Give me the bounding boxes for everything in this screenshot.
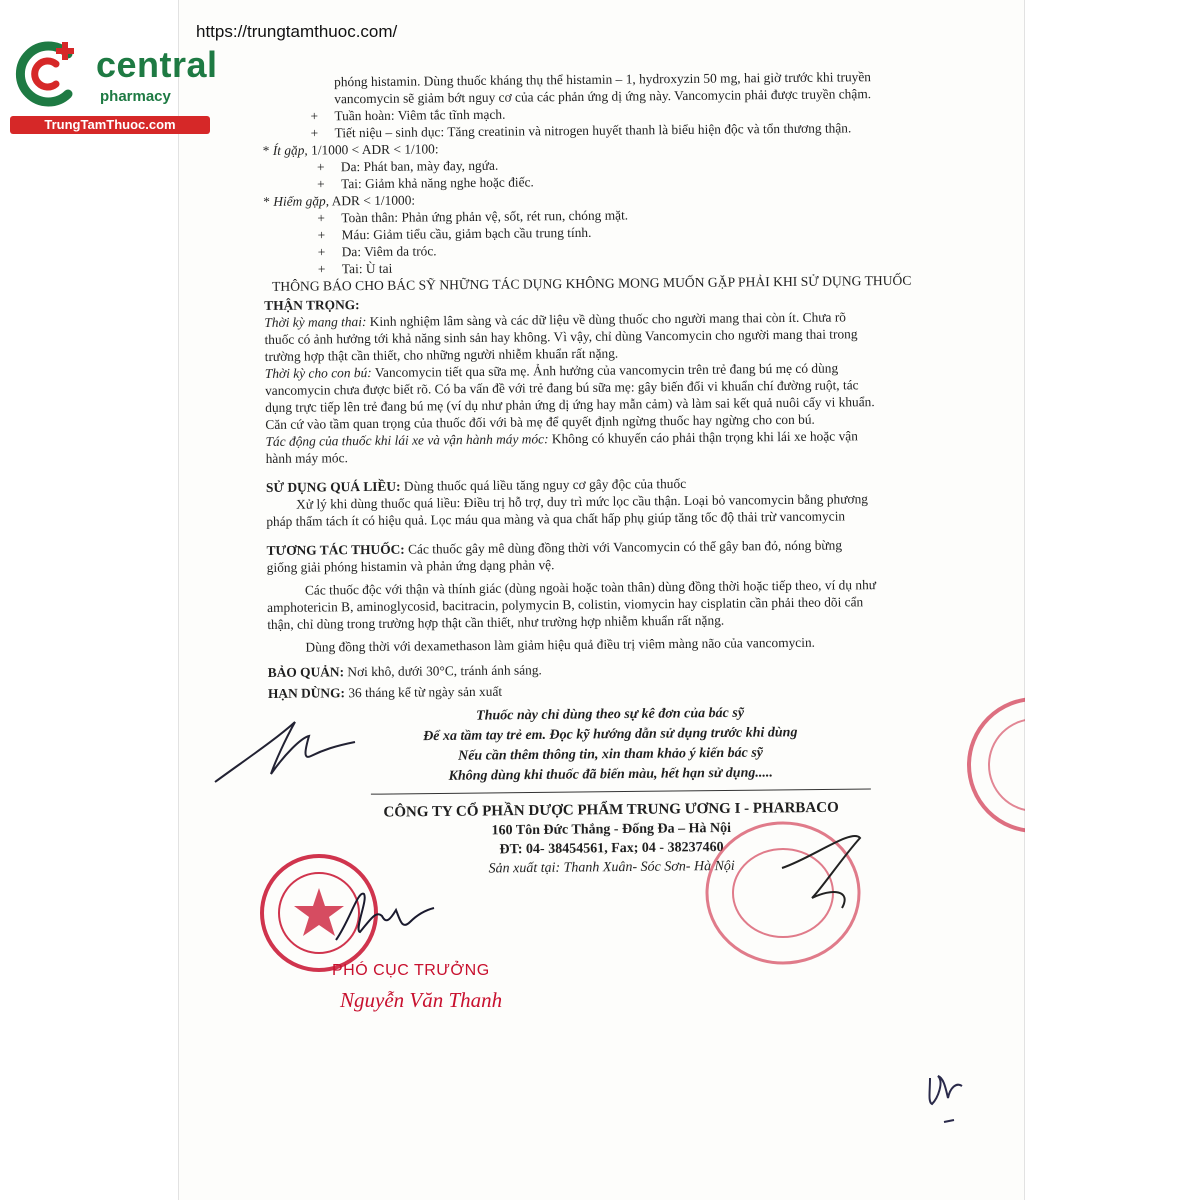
- brand-logo: [10, 36, 218, 136]
- text-line: pháp thẩm tách ít có hiệu quả. Lọc máu qua màng và qua chất hấp phụ giúp tăng tốc độ thải trừ vancomycin: [266, 508, 846, 529]
- warning-line: Không dùng khi thuốc đã biến màu, hết hạn sử dụng.....: [448, 765, 773, 784]
- text-line: vancomycin chưa được biết rõ. Có ba vấn đề với trẻ đang bú sữa mẹ: gây biến đổi vi khuẩn chí đường ruột, tác: [264, 377, 859, 398]
- text-line: Xử lý khi dùng thuốc quá liều: Điều trị hỗ trợ, duy trì mức lọc cầu thận. Loại bỏ vancomycin bằng phương: [296, 491, 869, 512]
- overdose-paragraph: SỬ DỤNG QUÁ LIỀU: Dùng thuốc quá liều tăng nguy cơ gây độc của thuốc: [265, 475, 687, 495]
- list-item: + Da: Phát ban, mày đay, ngứa.: [316, 157, 499, 175]
- company-phone: ĐT: 04- 38454561, Fax; 04 - 38237460: [499, 839, 724, 858]
- brand-name: central: [96, 44, 218, 85]
- text-line: dụng trực tiếp lên trẻ đang bú mẹ (ví dụ như phản ứng dị ứng hay mẫn cảm) và làm sai kết quả nuôi cấy vi khuẩn.: [265, 394, 875, 415]
- edge-stamp-icon: [965, 690, 1025, 840]
- text-line: giống giải phóng histamin và phản ứng dạng phản vệ.: [266, 557, 555, 575]
- list-item: + Tai: Giảm khả năng nghe hoặc điếc.: [316, 174, 534, 192]
- warning-line: Để xa tầm tay trẻ em. Đọc kỹ hướng dẫn sử dụng trước khi dùng: [423, 725, 798, 745]
- divider: [371, 788, 871, 794]
- expiry-line: HẠN DÙNG: 36 tháng kể từ ngày sản xuất: [267, 683, 503, 701]
- list-item: + Da: Viêm da tróc.: [317, 243, 437, 260]
- text-line: vancomycin sẽ giảm bớt nguy cơ của các phản ứng dị ứng này. Vancomycin phải được truyền chậm.: [334, 86, 872, 107]
- interaction-paragraph: TƯƠNG TÁC THUỐC: Các thuốc gây mê dùng đồng thời với Vancomycin có thể gây ban đỏ, nóng bừng: [266, 537, 843, 558]
- frequency-heading: * Hiếm gặp, ADR < 1/1000:: [263, 192, 416, 209]
- warning-line: Nếu cần thêm thông tin, xin tham khảo ý kiến bác sỹ: [457, 745, 764, 764]
- signature-approver-icon: [330, 880, 440, 950]
- driving-paragraph: Tác động của thuốc khi lái xe và vận hành máy móc: Không có khuyến cáo phải thận trọng khi lái xe hoặc vận: [265, 428, 858, 449]
- text-line: thận, chỉ dùng trong trường hợp thật cần thiết, như trường hợp nhiễm khuẩn rất nặng.: [267, 612, 725, 632]
- document-body: [262, 67, 948, 701]
- company-made-at: Sản xuất tại: Thanh Xuân- Sóc Sơn- Hà Nội: [488, 858, 735, 877]
- text-line: trường hợp thật cần thiết, cho những người nhiễm khuẩn rất nặng.: [264, 345, 619, 364]
- company-address: 160 Tôn Đức Thắng - Đống Đa – Hà Nội: [491, 820, 732, 839]
- list-item: + Tuần hoàn: Viêm tắc tĩnh mạch.: [310, 106, 506, 124]
- brand-subtitle: pharmacy: [100, 88, 171, 105]
- initials-mark-icon: [922, 1068, 972, 1128]
- caution-heading: THẬN TRỌNG:: [264, 297, 360, 313]
- storage-line: BẢO QUẢN: Nơi khô, dưới 30°C, tránh ánh sáng.: [267, 662, 542, 680]
- company-stamp-icon: [702, 818, 864, 968]
- list-item: + Toàn thân: Phản ứng phản vệ, sốt, rét run, chóng mặt.: [317, 207, 629, 226]
- list-item: + Tiết niệu – sinh dục: Tăng creatinin và nitrogen huyết thanh là biểu hiện độc và tổn thương thận.: [310, 120, 852, 141]
- approver-title: PHÓ CỤC TRƯỞNG: [332, 962, 490, 979]
- list-item: + Tai: Ù tai: [317, 260, 393, 277]
- text-line: thuốc có ảnh hưởng tới khả năng sinh sản hay không. Vì vậy, chỉ dùng Vancomycin cho người mang thai trong: [264, 326, 858, 347]
- brand-bar: TrungTamThuoc.com: [10, 116, 210, 134]
- approver-name: Nguyễn Văn Thanh: [340, 988, 503, 1012]
- text-line: Dùng đồng thời với dexamethason làm giảm hiệu quả điều trị viêm màng não của vancomycin.: [305, 634, 816, 655]
- pregnancy-paragraph: Thời kỳ mang thai: Kinh nghiệm lâm sàng và các dữ liệu về dùng thuốc cho người mang thai còn ít. Chưa rõ: [264, 309, 847, 330]
- text-line: Căn cứ vào tầm quan trọng của thuốc đối với bà mẹ để quyết định ngừng thuốc hay ngừng cho con bú.: [265, 411, 815, 432]
- company-name: CÔNG TY CỔ PHẦN DƯỢC PHẨM TRUNG ƯƠNG I - PHARBACO: [383, 799, 839, 821]
- text-line: amphotericin B, aminoglycosid, bacitracin, polymycin B, colistin, viomycin hay cisplatin cần phải theo dõi cẩn: [267, 594, 864, 615]
- text-line: hành máy móc.: [265, 450, 348, 466]
- lactation-paragraph: Thời kỳ cho con bú: Vancomycin tiết qua sữa mẹ. Ảnh hưởng của vancomycin trên trẻ đang bú mẹ có dùng: [264, 360, 839, 381]
- watermark-url: https://trungtamthuoc.com/: [196, 22, 398, 41]
- list-item: + Máu: Giảm tiểu cầu, giảm bạch cầu trung tính.: [317, 224, 592, 243]
- notice-line: THÔNG BÁO CHO BÁC SỸ NHỮNG TÁC DỤNG KHÔNG MONG MUỐN GẶP PHẢI KHI SỬ DỤNG THUỐC: [271, 272, 912, 294]
- text-line: phóng histamin. Dùng thuốc kháng thụ thể histamin – 1, hydroxyzin 50 mg, hai giờ trước khi truyền: [334, 69, 872, 90]
- brand-logo-icon: [10, 38, 82, 110]
- text-line: Các thuốc độc với thận và thính giác (dùng ngoài hoặc toàn thân) dùng đồng thời hoặc tiếp theo, ví dụ như: [304, 577, 877, 598]
- frequency-heading: * Ít gặp, 1/1000 < ADR < 1/100:: [262, 141, 439, 158]
- warning-line: Thuốc này chỉ dùng theo sự kê đơn của bác sỹ: [476, 705, 745, 724]
